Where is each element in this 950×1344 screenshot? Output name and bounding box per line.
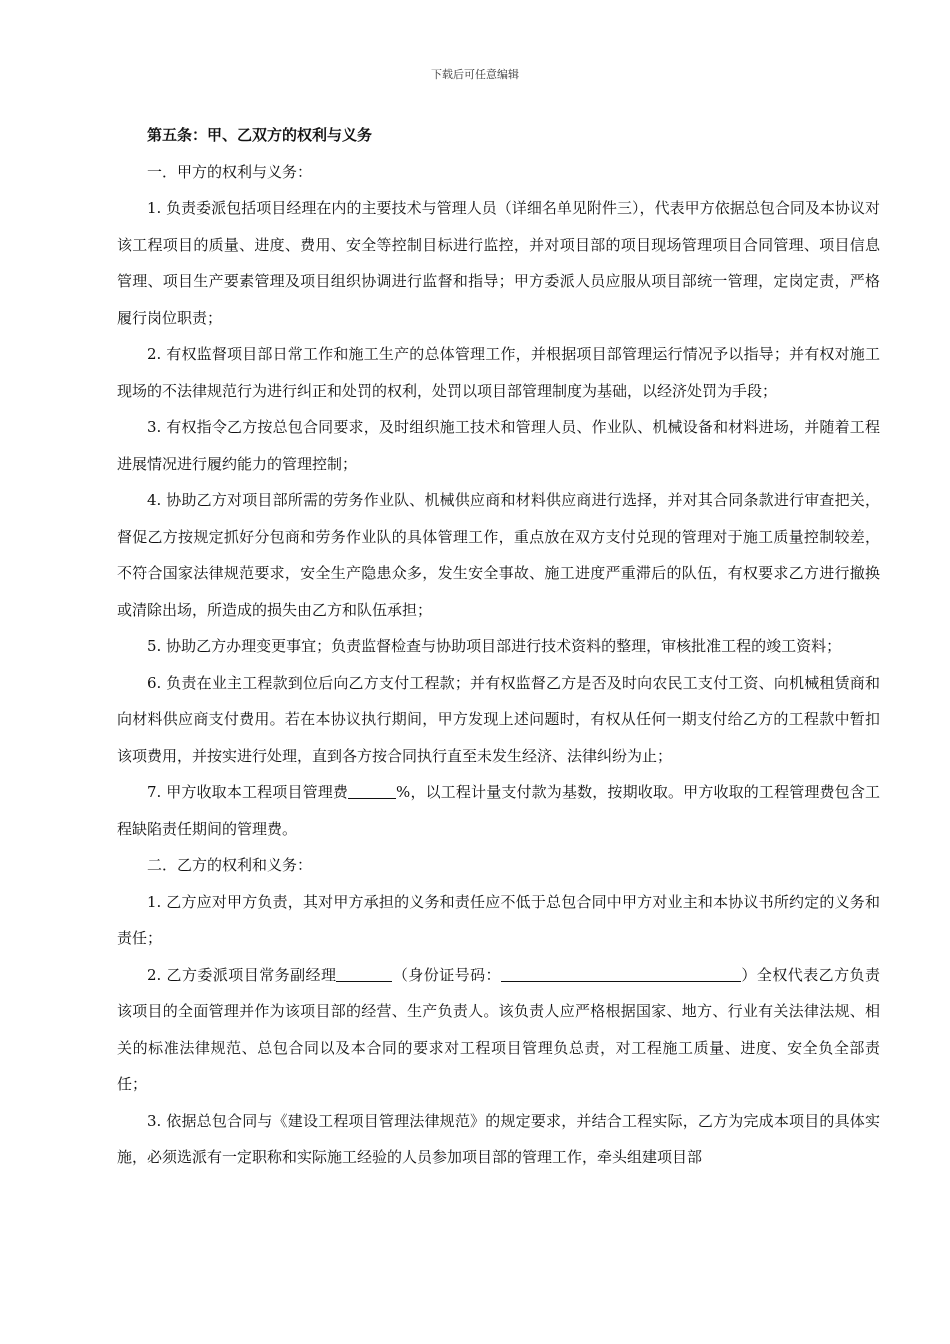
party-a-item-7 xyxy=(117,774,880,847)
party-a-item-6: 6. 负责在业主工程款到位后向乙方支付工程款；并有权监督乙方是否及时向农民工支付工资、向机械租赁商和向材料供应商支付费用。若在本协议执行期间，甲方发现上述问题时，有权从任何一期支付给乙方的工程款中暂扣该项费用，并按实进行处理，直到各方按合同执行直至未发生经济、法律纠纷为止； xyxy=(117,673,880,765)
party-a-item-4: 4. 协助乙方对项目部所需的劳务作业队、机械供应商和材料供应商进行选择，并对其合同条款进行审查把关，督促乙方按规定抓好分包商和劳务作业队的具体管理工作，重点放在双方支付兑现的管理对于施工质量控制较差，不符合国家法律规范要求，安全生产隐患众多，发生安全事故、施工进度严重滞后的队伍，有权要求乙方进行撤换或清除出场，所造成的损失由乙方和队伍承担； xyxy=(117,491,880,619)
party-a-item-5: 5. 协助乙方办理变更事宜；负责监督检查与协助项目部进行技术资料的整理，审核批准工程的竣工资料； xyxy=(147,637,842,655)
id-number-blank xyxy=(501,965,741,982)
party-a-item-3: 3. 有权指令乙方按总包合同要求，及时组织施工技术和管理人员、作业队、机械设备和材料进场，并随着工程进展情况进行履约能力的管理控制； xyxy=(117,418,880,473)
deputy-manager-name-blank xyxy=(336,965,392,982)
party-b-item-2 xyxy=(117,957,880,1103)
party-a-item-1: 1. 负责委派包括项目经理在内的主要技术与管理人员（详细名单见附件三），代表甲方依据总包合同及本协议对该工程项目的质量、进度、费用、安全等控制目标进行监控，并对项目部的项目现场管理项目合同管理、项目信息管理、项目生产要素管理及项目组织协调进行监督和指导；甲方委派人员应服从项目部统一管理，定岗定责，严格履行岗位职责； xyxy=(117,199,880,327)
party-a-item-2: 2. 有权监督项目部日常工作和施工生产的总体管理工作，并根据项目部管理运行情况予以指导；并有权对施工现场的不法律规范行为进行纠正和处罚的权利，处罚以项目部管理制度为基础，以经济处罚为手段； xyxy=(117,345,880,400)
document-body xyxy=(117,117,880,1176)
party-b-item-3: 3. 依据总包合同与《建设工程项目管理法律规范》的规定要求，并结合工程实际，乙方为完成本项目的具体实施，必须选派有一定职称和实际施工经验的人员参加项目部的管理工作，牵头组建项目部 xyxy=(117,1111,880,1166)
section-title: 第五条：甲、乙双方的权利与义务 xyxy=(147,126,373,144)
party-a-heading: 一．甲方的权利与义务： xyxy=(147,162,313,181)
item-2-text-c: ）全权代表乙方负责该项目的全面管理并作为该项目部的经营、生产负责人。该负责人应严格根据国家、地方、行业有关法律法规、相关的标准法律规范、总包合同以及本合同的要求对工程项目管理负总责，对工程施工质量、进度、安全负全部责任； xyxy=(117,965,880,1093)
party-b-item-1: 1. 乙方应对甲方负责，其对甲方承担的义务和责任应不低于总包合同中甲方对业主和本协议书所约定的义务和责任； xyxy=(117,892,880,947)
item-2-text-b: （身份证号码： xyxy=(392,965,501,984)
item-7-text-after: %，以工程计量支付款为基数，按期收取。甲方收取的工程管理费包含工程缺陷责任期间的管理费。 xyxy=(117,783,880,838)
item-2-text-a: 2. 乙方委派项目常务副经理 xyxy=(147,965,337,984)
party-b-heading: 二．乙方的权利和义务： xyxy=(147,856,313,874)
page-header: 下载后可任意编辑 xyxy=(431,68,519,81)
management-fee-blank xyxy=(348,782,396,799)
item-7-text-before: 7. 甲方收取本工程项目管理费 xyxy=(147,783,349,801)
